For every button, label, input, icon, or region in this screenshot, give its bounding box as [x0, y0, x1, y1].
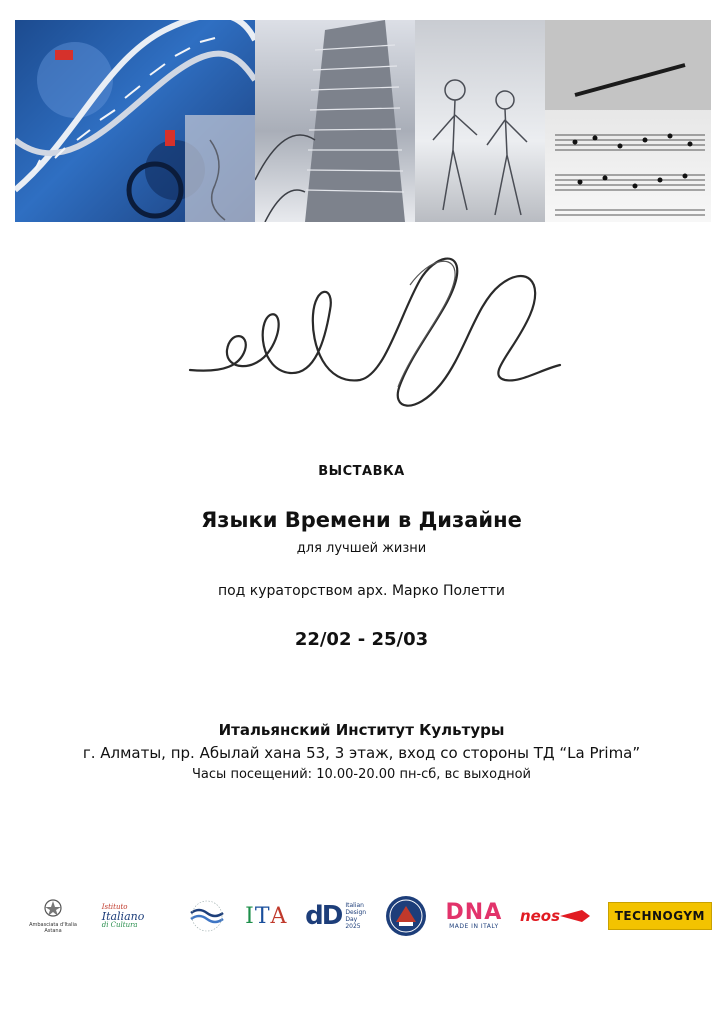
- exhibition-title: Языки Времени в Дизайне: [201, 508, 522, 532]
- ita-agency-logo: [245, 904, 287, 929]
- exhibition-label: ВЫСТАВКА: [318, 464, 405, 479]
- loop-scribble-illustration: [185, 245, 565, 425]
- kazcasa-logo: [384, 894, 428, 938]
- exhibition-dates: 22/02 - 25/03: [294, 629, 429, 650]
- music-notes-icon: [545, 20, 711, 222]
- skyscraper-sketch: [255, 20, 415, 222]
- wave-emblem-icon: [187, 899, 227, 933]
- italian-culture-institute-logo: [102, 904, 170, 929]
- ita-letter-i: I: [245, 903, 255, 929]
- italian-emblem-icon: [41, 898, 65, 920]
- design-day-text: [345, 902, 366, 931]
- curator-line: под кураторством арх. Марко Полетти: [217, 583, 506, 599]
- opening-hours: Часы посещений: 10.00-20.00 пн-сб, вс выходной: [192, 767, 531, 782]
- dna-made-in-italy-logo: [446, 902, 503, 930]
- ita-letter-a: A: [270, 903, 288, 929]
- venue-name: Итальянский Институт Культуры: [218, 721, 505, 739]
- kazcasa-emblem-icon: [384, 894, 428, 938]
- figure-sketch: [415, 20, 545, 222]
- neos-swoosh-icon: [560, 908, 590, 924]
- dna-wordmark: DNA: [445, 900, 503, 925]
- partner-logos: [22, 888, 712, 944]
- technogym-logo: TECHNOGYM: [608, 902, 712, 930]
- design-day-line-1: Italian: [345, 901, 364, 909]
- design-day-line-3: Day: [345, 916, 358, 923]
- embassy-caption: Ambasciata d'Italia Astana: [29, 922, 77, 934]
- design-day-line-2: Design: [345, 908, 367, 916]
- iic-line-3: di Cultura: [101, 920, 138, 929]
- dna-helix-icon: [15, 20, 255, 222]
- iic-line-2: Italiano: [101, 909, 145, 923]
- venue-address: г. Алматы, пр. Абылай хана 53, 3 этаж, вход со стороны ТД “La Prima”: [82, 744, 641, 762]
- iic-line-1: Istituto: [101, 902, 128, 911]
- design-day-year: 2025: [345, 923, 361, 931]
- ita-letter-t: T: [254, 903, 271, 929]
- tower-icon: [255, 20, 415, 222]
- neos-logo: [520, 907, 590, 925]
- wave-partner-logo: [187, 899, 227, 933]
- design-day-mark: dD: [305, 901, 342, 931]
- embassy-logo: [22, 898, 84, 934]
- neos-wordmark: neos: [519, 907, 561, 925]
- human-figure-icon: [415, 20, 545, 222]
- dna-helix-artwork: [15, 20, 255, 222]
- header-collage-banner: [15, 20, 711, 222]
- italian-design-day-logo: [305, 901, 366, 931]
- exhibition-subtitle: для лучшей жизни: [296, 541, 427, 556]
- music-score-artwork: [545, 20, 711, 222]
- dna-tagline: MADE IN ITALY: [449, 923, 499, 930]
